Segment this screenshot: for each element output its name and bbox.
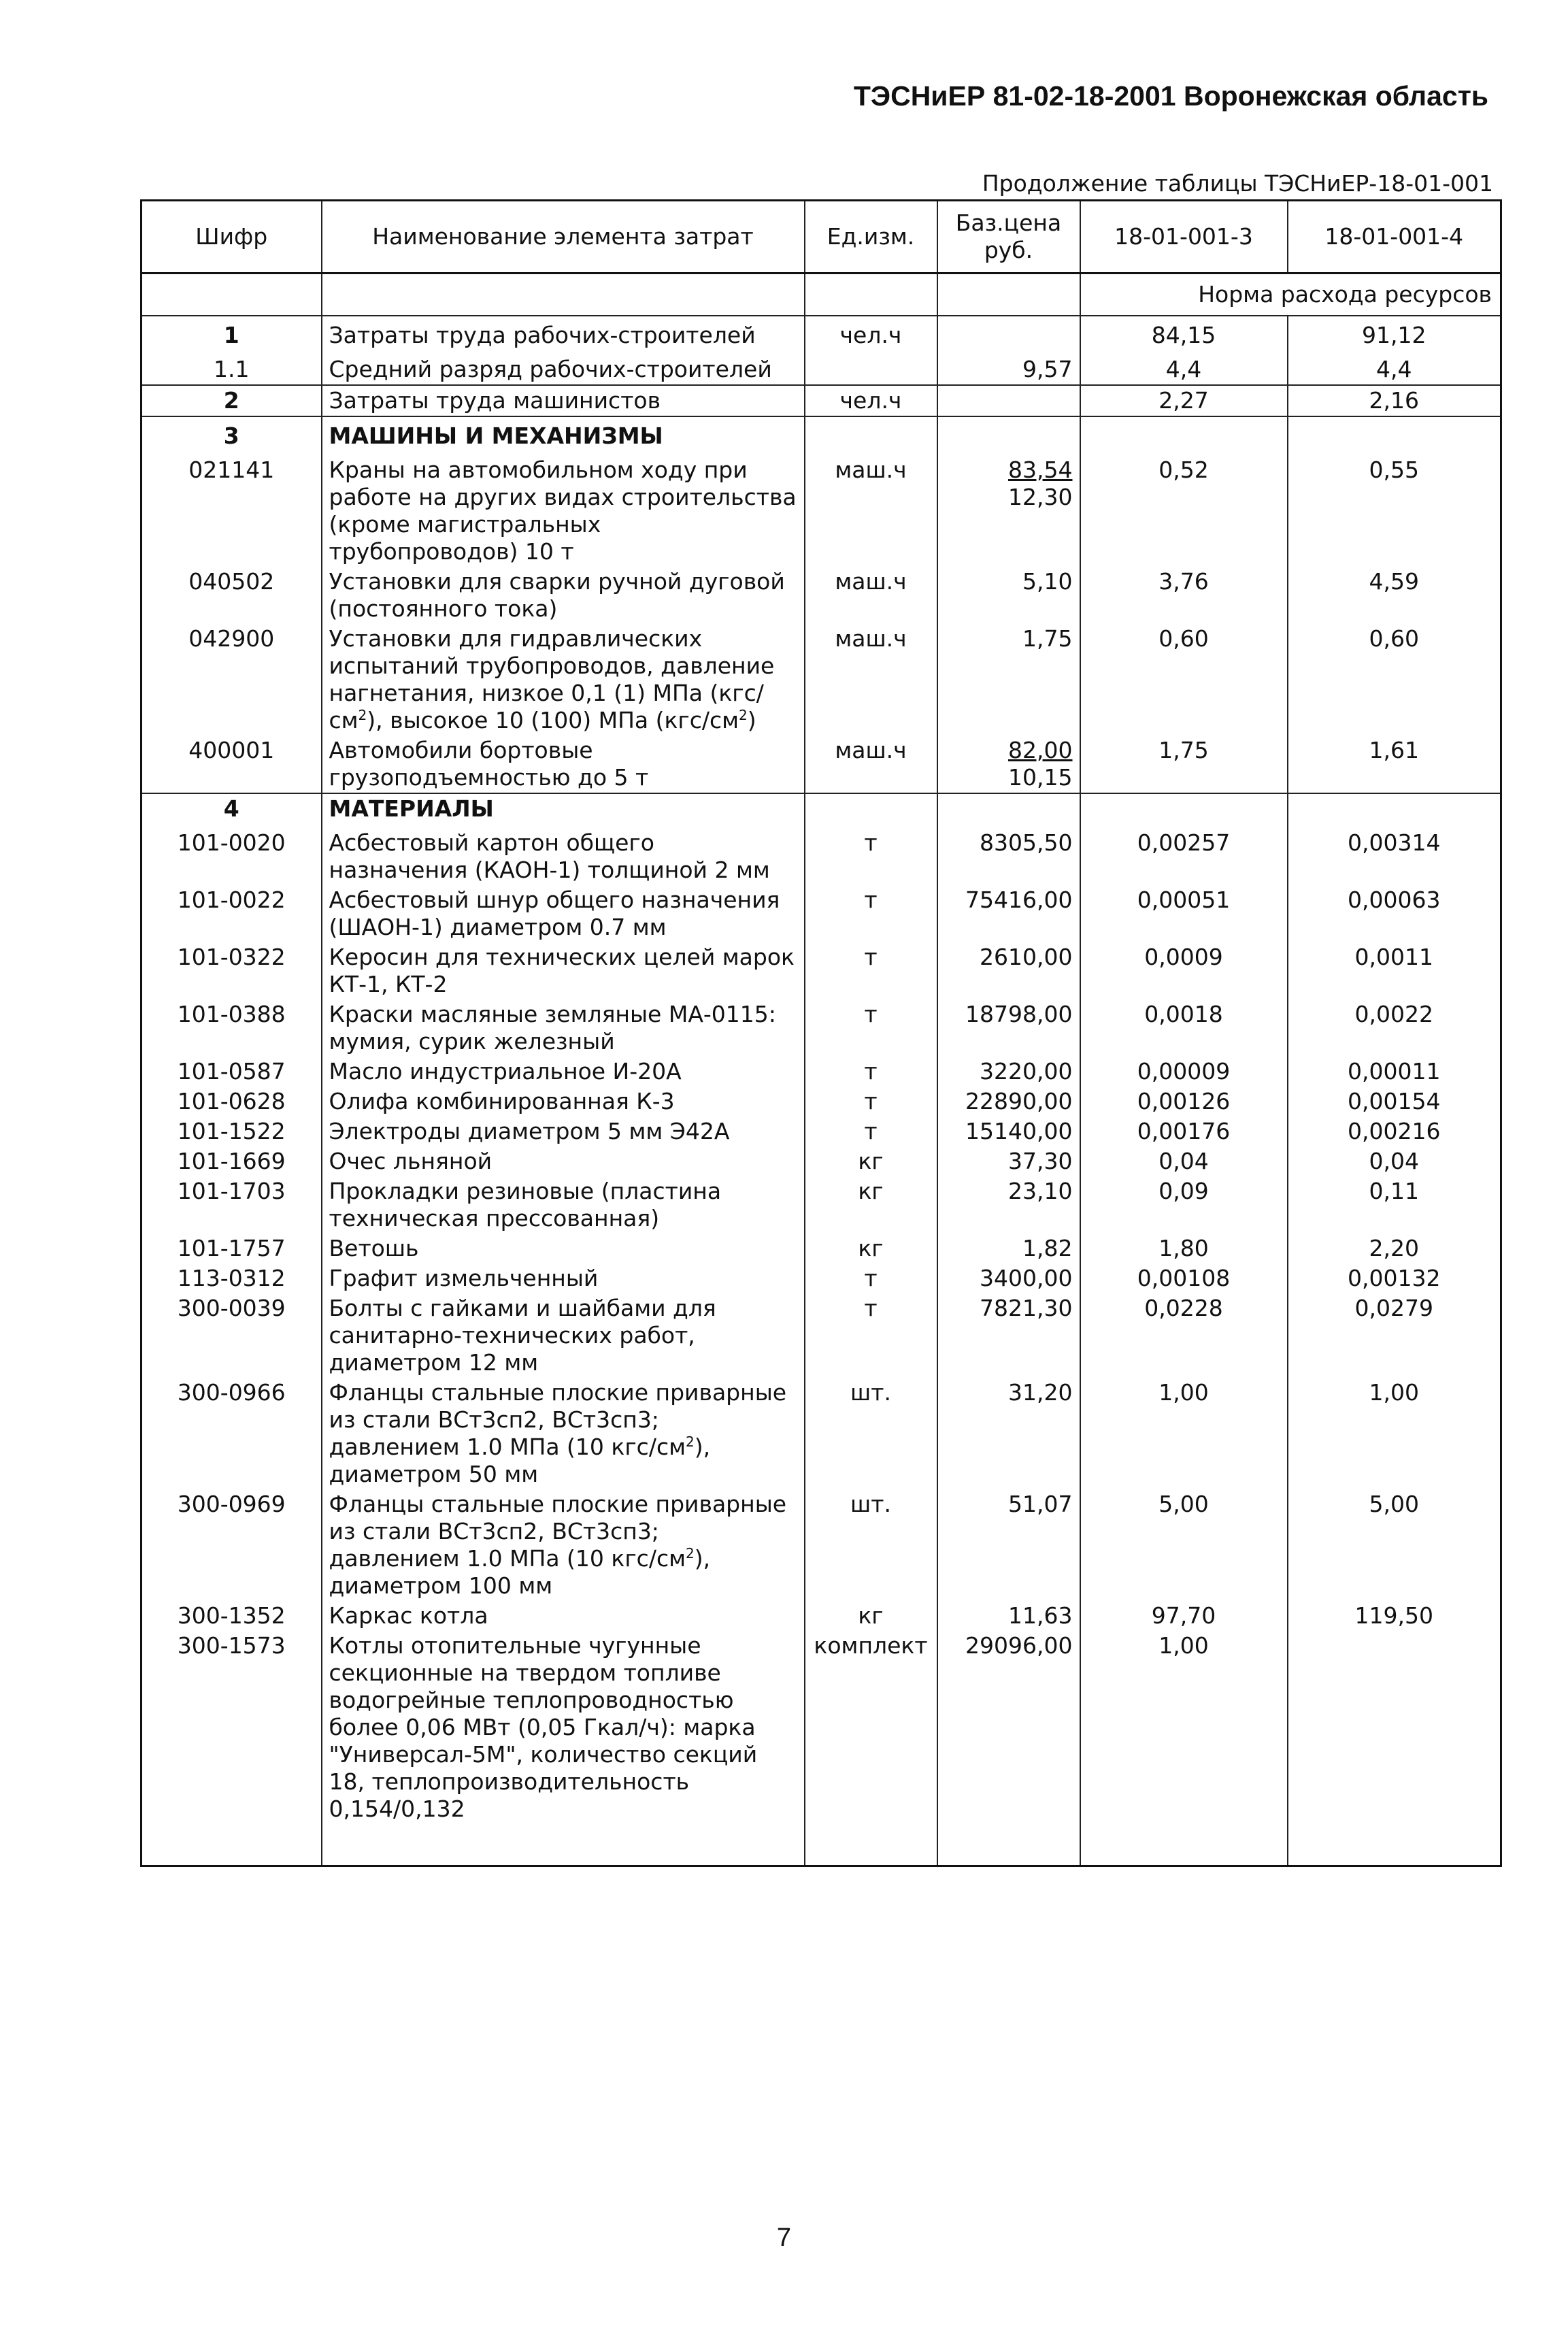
code-cell: 042900 — [141, 624, 322, 735]
norm-3-cell: 0,00257 — [1080, 824, 1288, 885]
base-price-value: 82,00 — [1008, 737, 1073, 763]
norm-4-cell: 0,00132 — [1288, 1263, 1501, 1293]
code-cell: 113-0312 — [141, 1263, 322, 1293]
norm-3-cell: 0,0018 — [1080, 999, 1288, 1057]
table-row — [141, 451, 1501, 567]
norm-3-cell: 0,00126 — [1080, 1087, 1288, 1117]
table-row — [141, 624, 1501, 735]
table-filler-row — [141, 1824, 1501, 1866]
code-cell: 1 — [141, 316, 322, 350]
base-price-value: 83,54 — [1008, 457, 1073, 483]
norm-3-cell: 2,27 — [1080, 385, 1288, 416]
norm-3-cell: 0,52 — [1080, 451, 1288, 567]
norm-label-spacer — [141, 274, 322, 316]
code-cell: 300-0966 — [141, 1378, 322, 1489]
base-price-cell: 31,20 — [937, 1378, 1080, 1489]
filler-cell — [1288, 1824, 1501, 1866]
norm-4-cell: 0,0022 — [1288, 999, 1501, 1057]
code-cell: 101-1522 — [141, 1117, 322, 1146]
unit-cell: маш.ч — [805, 451, 937, 567]
table-row — [141, 1087, 1501, 1117]
norm-4-cell: 0,11 — [1288, 1176, 1501, 1234]
code-cell: 300-1352 — [141, 1601, 322, 1631]
code-cell: 3 — [141, 416, 322, 451]
base-price-secondary-value: 10,15 — [1008, 764, 1073, 791]
norm-label-spacer — [937, 274, 1080, 316]
section-heading-cell: МАШИНЫ И МЕХАНИЗМЫ — [322, 416, 805, 451]
table-row — [141, 1117, 1501, 1146]
unit-cell: т — [805, 1293, 937, 1378]
code-cell: 021141 — [141, 451, 322, 567]
norm-4-cell — [1288, 416, 1501, 451]
unit-cell — [805, 793, 937, 824]
table-row — [141, 316, 1501, 350]
norm-label-spacer — [322, 274, 805, 316]
norm-4-cell — [1288, 793, 1501, 824]
base-price-cell — [937, 385, 1080, 416]
code-cell: 300-0969 — [141, 1489, 322, 1601]
name-cell: Асбестовый картон общего назначения (КАОН-1) толщиной 2 мм — [322, 824, 805, 885]
base-price-cell: 15140,00 — [937, 1117, 1080, 1146]
filler-cell — [141, 1824, 322, 1866]
table-row — [141, 1176, 1501, 1234]
base-price-cell: 3400,00 — [937, 1263, 1080, 1293]
base-price-cell — [937, 793, 1080, 824]
name-cell: Керосин для технических целей марок КТ-1, КТ-2 — [322, 942, 805, 999]
name-cell: Ветошь — [322, 1234, 805, 1263]
name-cell: Фланцы стальные плоские приварные из стали ВСт3сп2, ВСт3сп3; давлением 1.0 МПа (10 кгс/$см^2$), диаметром 100 мм — [322, 1489, 805, 1601]
norm-3-cell: 1,00 — [1080, 1631, 1288, 1824]
section-heading-row — [141, 793, 1501, 824]
code-cell: 101-0022 — [141, 885, 322, 942]
table-continuation-caption: Продолжение таблицы ТЭСНиЕР-18-01-001 — [982, 170, 1493, 197]
name-cell: Очес льняной — [322, 1146, 805, 1176]
norm-3-cell: 5,00 — [1080, 1489, 1288, 1601]
norm-4-cell: 0,60 — [1288, 624, 1501, 735]
unit-cell — [805, 416, 937, 451]
unit-cell: т — [805, 1117, 937, 1146]
base-price-cell: 9,57 — [937, 350, 1080, 385]
norm-4-cell: 1,61 — [1288, 735, 1501, 793]
base-price-cell: 5,10 — [937, 567, 1080, 624]
table-row — [141, 385, 1501, 416]
table-row — [141, 567, 1501, 624]
table-row — [141, 1146, 1501, 1176]
name-cell: Олифа комбинированная К-3 — [322, 1087, 805, 1117]
filler-cell — [937, 1824, 1080, 1866]
base-price-cell — [937, 735, 1080, 793]
base-price-cell: 29096,00 — [937, 1631, 1080, 1824]
norm-3-cell: 84,15 — [1080, 316, 1288, 350]
table-row — [141, 824, 1501, 885]
base-price-cell: 37,30 — [937, 1146, 1080, 1176]
norm-4-cell: 0,00154 — [1288, 1087, 1501, 1117]
table-row — [141, 350, 1501, 385]
unit-cell: комплект — [805, 1631, 937, 1824]
norm-3-cell: 97,70 — [1080, 1601, 1288, 1631]
base-price-cell — [937, 316, 1080, 350]
norm-3-cell: 4,4 — [1080, 350, 1288, 385]
norm-4-cell: 0,00063 — [1288, 885, 1501, 942]
name-cell: Фланцы стальные плоские приварные из стали ВСт3сп2, ВСт3сп3; давлением 1.0 МПа (10 кгс/$см^2$), диаметром 50 мм — [322, 1378, 805, 1489]
column-header-name: Наименование элемента затрат — [322, 201, 805, 274]
table-row — [141, 942, 1501, 999]
base-price-cell: 22890,00 — [937, 1087, 1080, 1117]
filler-cell — [805, 1824, 937, 1866]
unit-cell: кг — [805, 1176, 937, 1234]
norm-3-cell: 0,00176 — [1080, 1117, 1288, 1146]
norm-3-cell: 0,0009 — [1080, 942, 1288, 999]
unit-cell: чел.ч — [805, 316, 937, 350]
base-price-cell: 8305,50 — [937, 824, 1080, 885]
base-price-secondary-value: 12,30 — [1008, 484, 1073, 510]
name-cell: Установки для гидравлических испытаний трубопроводов, давление нагнетания, низкое 0,1 (1) МПа $(кгс/см^2)$, высокое 10 (100) МПа $(кгс/см^2)$ — [322, 624, 805, 735]
code-cell: 2 — [141, 385, 322, 416]
norm-4-cell: 0,0279 — [1288, 1293, 1501, 1378]
norm-3-cell: 1,00 — [1080, 1378, 1288, 1489]
norm-3-cell: 0,60 — [1080, 624, 1288, 735]
table-row — [141, 1378, 1501, 1489]
name-cell: Болты с гайками и шайбами для санитарно-технических работ, диаметром 12 мм — [322, 1293, 805, 1378]
base-price-cell: 51,07 — [937, 1489, 1080, 1601]
unit-cell: маш.ч — [805, 735, 937, 793]
base-price-cell — [937, 451, 1080, 567]
unit-cell: т — [805, 824, 937, 885]
code-cell: 1.1 — [141, 350, 322, 385]
norm-4-cell: 2,16 — [1288, 385, 1501, 416]
norm-label-row — [141, 274, 1501, 316]
table-row — [141, 885, 1501, 942]
code-cell: 040502 — [141, 567, 322, 624]
code-cell: 101-0388 — [141, 999, 322, 1057]
unit-cell: кг — [805, 1146, 937, 1176]
section-heading-row — [141, 416, 1501, 451]
filler-cell — [1080, 1824, 1288, 1866]
name-cell: Асбестовый шнур общего назначения (ШАОН-1) диаметром 0.7 мм — [322, 885, 805, 942]
norm-4-cell: 91,12 — [1288, 316, 1501, 350]
norm-label-spacer — [805, 274, 937, 316]
norm-3-cell: 1,80 — [1080, 1234, 1288, 1263]
code-cell: 101-0322 — [141, 942, 322, 999]
unit-cell: т — [805, 942, 937, 999]
name-cell: Электроды диаметром 5 мм Э42А — [322, 1117, 805, 1146]
name-cell: Установки для сварки ручной дуговой (постоянного тока) — [322, 567, 805, 624]
norm-3-cell: 0,04 — [1080, 1146, 1288, 1176]
unit-cell: кг — [805, 1234, 937, 1263]
column-header-code: Шифр — [141, 201, 322, 274]
unit-cell: шт. — [805, 1378, 937, 1489]
norm-4-cell: 119,50 — [1288, 1601, 1501, 1631]
norm-4-cell: 0,04 — [1288, 1146, 1501, 1176]
name-cell: Затраты труда рабочих-строителей — [322, 316, 805, 350]
norm-label: Норма расхода ресурсов — [1080, 274, 1501, 316]
name-cell: Затраты труда машинистов — [322, 385, 805, 416]
code-cell: 101-1757 — [141, 1234, 322, 1263]
norm-3-cell: 0,00009 — [1080, 1057, 1288, 1087]
norm-4-cell: 0,0011 — [1288, 942, 1501, 999]
code-cell: 101-0587 — [141, 1057, 322, 1087]
name-cell: Графит измельченный — [322, 1263, 805, 1293]
filler-cell — [322, 1824, 805, 1866]
code-cell: 300-1573 — [141, 1631, 322, 1824]
column-header-base-price: Баз.цена руб. — [937, 201, 1080, 274]
unit-cell: шт. — [805, 1489, 937, 1601]
name-cell: Котлы отопительные чугунные секционные на твердом топливе водогрейные теплопроводностью более 0,06 МВт (0,05 Гкал/ч): марка "Универсал-5М", количество секций 18, теплопроизводительность 0,154/0,132 — [322, 1631, 805, 1824]
name-cell: Средний разряд рабочих-строителей — [322, 350, 805, 385]
document-title: ТЭСНиЕР 81-02-18-2001 Воронежская область — [853, 80, 1488, 112]
unit-cell: маш.ч — [805, 624, 937, 735]
table-row — [141, 1601, 1501, 1631]
norm-4-cell: 4,4 — [1288, 350, 1501, 385]
code-cell: 101-1669 — [141, 1146, 322, 1176]
base-price-cell: 18798,00 — [937, 999, 1080, 1057]
norm-3-cell — [1080, 793, 1288, 824]
column-header-norm-4: 18-01-001-4 — [1288, 201, 1501, 274]
base-price-cell: 1,75 — [937, 624, 1080, 735]
table-row — [141, 1293, 1501, 1378]
norm-4-cell: 0,00314 — [1288, 824, 1501, 885]
unit-cell: чел.ч — [805, 385, 937, 416]
code-cell: 300-0039 — [141, 1293, 322, 1378]
base-price-cell: 23,10 — [937, 1176, 1080, 1234]
norm-4-cell — [1288, 1631, 1501, 1824]
base-price-cell: 1,82 — [937, 1234, 1080, 1263]
norm-4-cell: 0,00011 — [1288, 1057, 1501, 1087]
unit-cell: т — [805, 1087, 937, 1117]
base-price-cell: 75416,00 — [937, 885, 1080, 942]
table-header-row — [141, 201, 1501, 274]
norm-4-cell: 5,00 — [1288, 1489, 1501, 1601]
norm-3-cell: 1,75 — [1080, 735, 1288, 793]
code-cell: 400001 — [141, 735, 322, 793]
code-cell: 101-1703 — [141, 1176, 322, 1234]
unit-cell: маш.ч — [805, 567, 937, 624]
table-row — [141, 1057, 1501, 1087]
table-row — [141, 999, 1501, 1057]
base-price-cell: 3220,00 — [937, 1057, 1080, 1087]
column-header-unit: Ед.изм. — [805, 201, 937, 274]
unit-cell: т — [805, 1057, 937, 1087]
resource-norms-table — [140, 199, 1502, 1867]
norm-3-cell — [1080, 416, 1288, 451]
unit-cell: т — [805, 1263, 937, 1293]
norm-3-cell: 0,09 — [1080, 1176, 1288, 1234]
norm-4-cell: 2,20 — [1288, 1234, 1501, 1263]
norm-4-cell: 4,59 — [1288, 567, 1501, 624]
table-row — [141, 1489, 1501, 1601]
name-cell: Каркас котла — [322, 1601, 805, 1631]
norm-3-cell: 0,0228 — [1080, 1293, 1288, 1378]
name-cell: Масло индустриальное И-20А — [322, 1057, 805, 1087]
unit-cell: т — [805, 885, 937, 942]
unit-cell: т — [805, 999, 937, 1057]
norm-3-cell: 0,00051 — [1080, 885, 1288, 942]
code-cell: 101-0628 — [141, 1087, 322, 1117]
norm-4-cell: 0,55 — [1288, 451, 1501, 567]
unit-cell: кг — [805, 1601, 937, 1631]
table-row — [141, 735, 1501, 793]
name-cell: Автомобили бортовые грузоподъемностью до 5 т — [322, 735, 805, 793]
table-row — [141, 1263, 1501, 1293]
norm-4-cell: 1,00 — [1288, 1378, 1501, 1489]
base-price-cell: 11,63 — [937, 1601, 1080, 1631]
code-cell: 101-0020 — [141, 824, 322, 885]
column-header-norm-3: 18-01-001-3 — [1080, 201, 1288, 274]
norm-4-cell: 0,00216 — [1288, 1117, 1501, 1146]
base-price-cell: 7821,30 — [937, 1293, 1080, 1378]
section-heading-cell: МАТЕРИАЛЫ — [322, 793, 805, 824]
norm-3-cell: 0,00108 — [1080, 1263, 1288, 1293]
name-cell: Краны на автомобильном ходу при работе на других видах строительства (кроме магистральных трубопроводов) 10 т — [322, 451, 805, 567]
unit-cell — [805, 350, 937, 385]
table-row — [141, 1631, 1501, 1824]
name-cell: Прокладки резиновые (пластина техническая прессованная) — [322, 1176, 805, 1234]
page-number: 7 — [776, 2223, 792, 2252]
base-price-cell: 2610,00 — [937, 942, 1080, 999]
name-cell: Краски масляные земляные МА-0115: мумия, сурик железный — [322, 999, 805, 1057]
code-cell: 4 — [141, 793, 322, 824]
base-price-cell — [937, 416, 1080, 451]
table-row — [141, 1234, 1501, 1263]
norm-3-cell: 3,76 — [1080, 567, 1288, 624]
